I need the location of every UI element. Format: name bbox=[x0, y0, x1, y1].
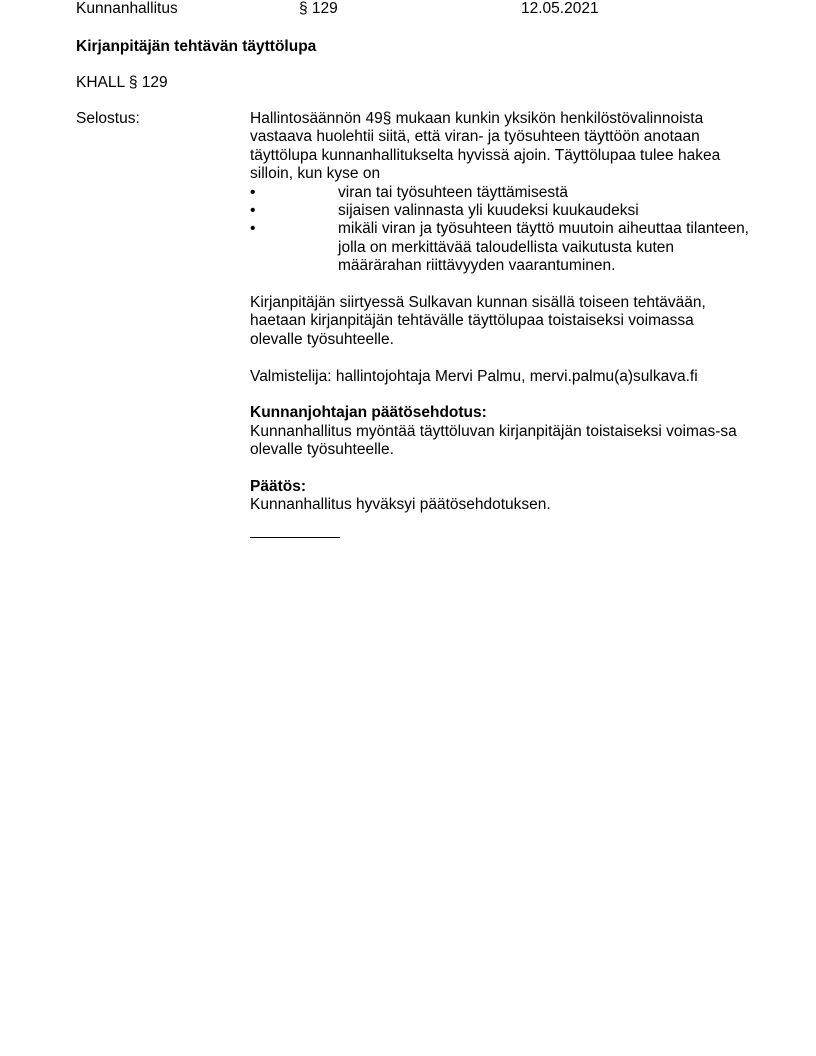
spacer bbox=[250, 276, 750, 294]
bullet-icon: • bbox=[250, 183, 256, 201]
bullet-icon: • bbox=[250, 220, 256, 238]
spacer bbox=[250, 386, 750, 404]
intro-paragraph: Hallintosäännön 49§ mukaan kunkin yksikön henkilöstövalinnoista vastaava huolehtii siitä, että viran- ja työsuhteen täyttöön anotaan täyttölupa kunnanhallitukselta hyvissä ajoin. Täyttölupaa tulee hakea silloin, kun kyse on bbox=[250, 110, 721, 183]
spacer bbox=[250, 349, 750, 367]
signature-rule bbox=[250, 537, 340, 538]
preparer-line: Valmistelija: hallintojohtaja Mervi Palmu, mervi.palmu(a)sulkava.fi bbox=[250, 367, 698, 385]
main-content bbox=[250, 110, 750, 538]
decision-heading: Päätös: bbox=[250, 478, 306, 496]
bullet-text: viran tai työsuhteen täyttämisestä bbox=[338, 183, 569, 201]
decision-text: Kunnanhallitus hyväksyi päätösehdotuksen. bbox=[250, 496, 551, 514]
header-body-name: Kunnanhallitus bbox=[76, 0, 178, 17]
bullet-item bbox=[250, 184, 750, 202]
proposal-heading: Kunnanjohtajan päätösehdotus: bbox=[250, 404, 487, 422]
proposal-text: Kunnanhallitus myöntää täyttöluvan kirjanpitäjän toistaiseksi voimas-sa olevalle työsuhteelle. bbox=[250, 422, 737, 459]
bullet-item bbox=[250, 220, 750, 275]
header-date: 12.05.2021 bbox=[521, 0, 599, 17]
bullet-text: sijaisen valinnasta yli kuudeksi kuukaudeksi bbox=[338, 202, 639, 220]
document-title: Kirjanpitäjän tehtävän täyttölupa bbox=[76, 38, 317, 55]
transfer-paragraph: Kirjanpitäjän siirtyessä Sulkavan kunnan sisällä toiseen tehtävään, haetaan kirjanpitäjän tehtävälle täyttölupaa toistaiseksi voimassa olevalle työsuhteelle. bbox=[250, 294, 706, 348]
selostus-label: Selostus: bbox=[76, 110, 140, 127]
bullet-item bbox=[250, 202, 750, 220]
bullet-text: mikäli viran ja työsuhteen täyttö muutoin aiheuttaa tilanteen, jolla on merkittävää taloudellista vaikutusta kuten määrärahan riittävyyden vaarantuminen. bbox=[338, 220, 749, 275]
bullet-icon: • bbox=[250, 202, 256, 220]
reference-number: KHALL § 129 bbox=[76, 74, 168, 91]
bullet-list bbox=[250, 184, 750, 276]
header-paragraph-number: § 129 bbox=[299, 0, 338, 17]
spacer bbox=[250, 460, 750, 478]
